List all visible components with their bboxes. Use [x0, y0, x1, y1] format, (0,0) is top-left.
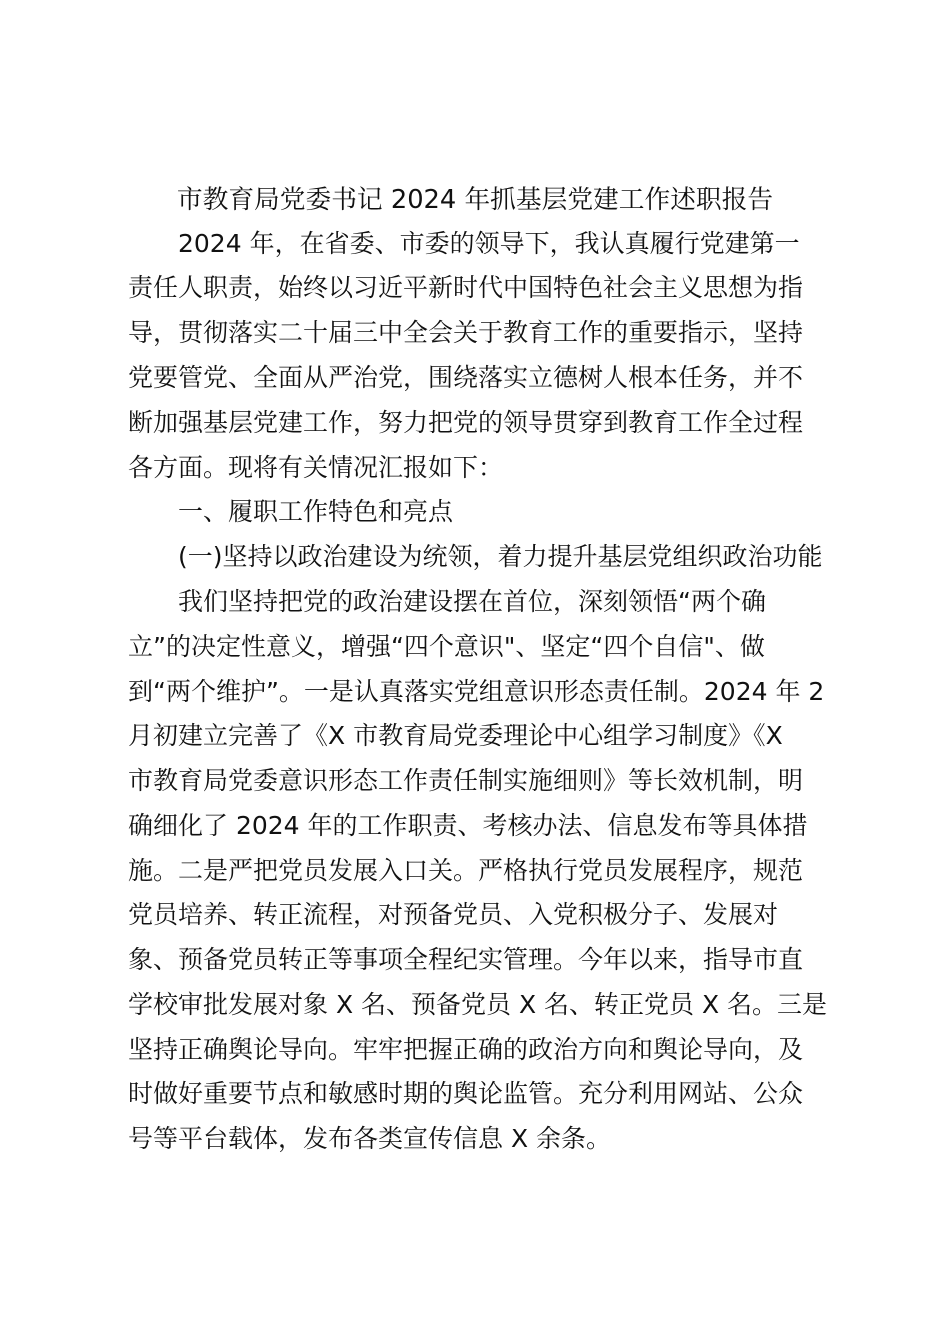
paragraph-line: 坚持正确舆论导向。牢牢把握正确的政治方向和舆论导向，及: [128, 1035, 804, 1064]
paragraph-line: 各方面。现将有关情况汇报如下：: [128, 453, 504, 482]
paragraph-line: 学校审批发展对象 X 名、预备党员 X 名、转正党员 X 名。三是: [128, 990, 828, 1019]
paragraph-line: 号等平台载体，发布各类宣传信息 X 余条。: [128, 1124, 612, 1153]
paragraph-line: 断加强基层党建工作，努力把党的领导贯穿到教育工作全过程: [128, 408, 804, 437]
paragraph-line: 施。二是严把党员发展入口关。严格执行党员发展程序，规范: [128, 856, 804, 885]
paragraph-line: 象、预备党员转正等事项全程纪实管理。今年以来，指导市直: [128, 945, 804, 974]
paragraph-line: 2024 年，在省委、市委的领导下，我认真履行党建第一: [178, 229, 800, 258]
section-heading: 一、履职工作特色和亮点: [178, 497, 454, 526]
paragraph-line: 党要管党、全面从严治党，围绕落实立德树人根本任务，并不: [128, 363, 804, 392]
paragraph-line: 市教育局党委意识形态工作责任制实施细则》等长效机制，明: [128, 766, 804, 795]
paragraph-line: 责任人职责，始终以习近平新时代中国特色社会主义思想为指: [128, 273, 804, 302]
paragraph-line: 月初建立完善了《X 市教育局党委理论中心组学习制度》《X: [128, 721, 783, 750]
paragraph-line: 我们坚持把党的政治建设摆在首位，深刻领悟“两个确: [178, 587, 766, 616]
paragraph-line: 立”的决定性意义，增强“四个意识"、坚定“四个自信"、做: [128, 632, 765, 661]
paragraph-line: 时做好重要节点和敏感时期的舆论监管。充分利用网站、公众: [128, 1079, 804, 1108]
paragraph-line: 导，贯彻落实二十届三中全会关于教育工作的重要指示，坚持: [128, 318, 804, 347]
subsection-heading: (一)坚持以政治建设为统领，着力提升基层党组织政治功能: [178, 542, 823, 571]
paragraph-line: 确细化了 2024 年的工作职责、考核办法、信息发布等具体措: [128, 811, 808, 840]
paragraph-line: 到“两个维护”。一是认真落实党组意识形态责任制。2024 年 2: [128, 677, 825, 706]
document-title: 市教育局党委书记 2024 年抓基层党建工作述职报告: [176, 185, 774, 215]
paragraph-line: 党员培养、转正流程，对预备党员、入党积极分子、发展对: [128, 900, 779, 929]
